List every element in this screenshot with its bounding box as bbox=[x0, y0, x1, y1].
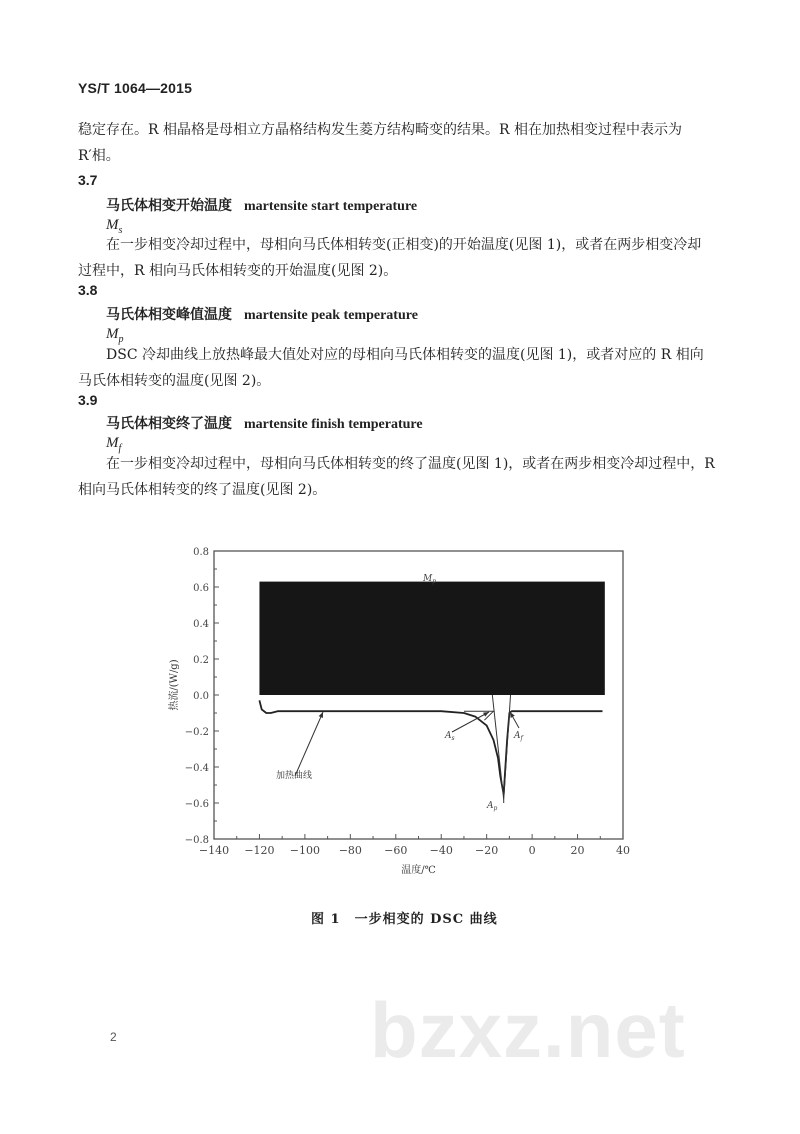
redacted-block bbox=[259, 582, 604, 695]
section-number-3-7: 3.7 bbox=[78, 172, 98, 188]
definition-3-8-line-2: 马氏体相转变的温度(见图 2)。 bbox=[78, 373, 271, 389]
x-tick-label: −120 bbox=[244, 844, 275, 857]
x-tick-label: −140 bbox=[198, 844, 230, 857]
mp-label: $M_p$ bbox=[423, 574, 437, 585]
x-tick-label: −60 bbox=[384, 844, 408, 857]
symbol-ms: $M_s$ bbox=[106, 217, 123, 236]
leading-tangent bbox=[492, 695, 503, 799]
definition-3-9-line-1: 在一步相变冷却过程中，母相向马氏体相转变的终了温度(见图 1)，或者在两步相变冷却过程中，R bbox=[106, 456, 715, 472]
definition-3-9-line-2: 相向马氏体相转变的终了温度(见图 2)。 bbox=[78, 482, 327, 498]
x-tick-label: −20 bbox=[475, 844, 499, 857]
definition-3-8-line-1: DSC 冷却曲线上放热峰最大值处对应的母相向马氏体相转变的温度(见图 1)，或者对应的 R 相向 bbox=[106, 347, 704, 363]
intro-line-1: 稳定存在。R 相晶格是母相立方晶格结构发生菱方结构畸变的结果。R 相在加热相变过程中表示为 bbox=[78, 122, 682, 138]
y-tick-label: 0.2 bbox=[193, 655, 209, 666]
ap-label: $A_p$ bbox=[487, 801, 498, 812]
x-axis-label: 温度/℃ bbox=[401, 865, 436, 876]
figure-caption: 图 1 一步相变的 DSC 曲线 bbox=[311, 912, 498, 927]
term-cn: 马氏体相变开始温度 bbox=[106, 198, 232, 214]
symbol-mp: $M_p$ bbox=[106, 326, 124, 345]
standard-number: YS/T 1064—2015 bbox=[78, 80, 193, 96]
watermark: bzxz.net bbox=[370, 986, 686, 1074]
x-tick-label: 40 bbox=[616, 844, 630, 857]
term-en: martensite peak temperature bbox=[244, 308, 418, 323]
page-number: 2 bbox=[110, 1030, 117, 1044]
y-tick-label: 0.4 bbox=[193, 619, 209, 630]
x-tick-label: −100 bbox=[289, 844, 320, 857]
y-tick-label: 0.0 bbox=[193, 691, 209, 702]
definition-3-7-line-2: 过程中，R 相向马氏体相转变的开始温度(见图 2)。 bbox=[78, 263, 398, 279]
trailing-tangent bbox=[504, 695, 511, 799]
symbol-mf: $M_f$ bbox=[106, 435, 122, 454]
y-tick-label: 0.6 bbox=[193, 583, 209, 594]
y-tick-label: −0.4 bbox=[184, 763, 209, 774]
y-tick-label: −0.2 bbox=[184, 727, 209, 738]
x-tick-label: −80 bbox=[338, 844, 362, 857]
heating-curve-arrow bbox=[295, 712, 323, 776]
term-en: martensite start temperature bbox=[244, 199, 418, 214]
y-axis-label: 热流/(W/g) bbox=[169, 659, 180, 711]
y-tick-label: −0.8 bbox=[184, 835, 209, 846]
x-tick-label: −40 bbox=[429, 844, 453, 857]
term-cn: 马氏体相变终了温度 bbox=[106, 416, 232, 432]
x-tick-label: 0 bbox=[528, 844, 536, 857]
af-label: $A_f$ bbox=[514, 731, 523, 742]
section-number-3-9: 3.9 bbox=[78, 392, 98, 408]
heating-curve-label: 加热曲线 bbox=[276, 771, 313, 781]
intro-line-2: R′相。 bbox=[78, 148, 120, 164]
term-en: martensite finish temperature bbox=[244, 417, 423, 432]
as-label: $A_s$ bbox=[445, 731, 455, 742]
y-tick-label: −0.6 bbox=[184, 799, 209, 810]
section-number-3-8: 3.8 bbox=[78, 282, 98, 298]
x-tick-label: 20 bbox=[570, 844, 585, 857]
term-cn: 马氏体相变峰值温度 bbox=[106, 307, 232, 323]
definition-3-7-line-1: 在一步相变冷却过程中，母相向马氏体相转变(正相变)的开始温度(见图 1)，或者在两步相变冷却 bbox=[106, 237, 702, 253]
y-tick-label: 0.8 bbox=[193, 547, 209, 558]
